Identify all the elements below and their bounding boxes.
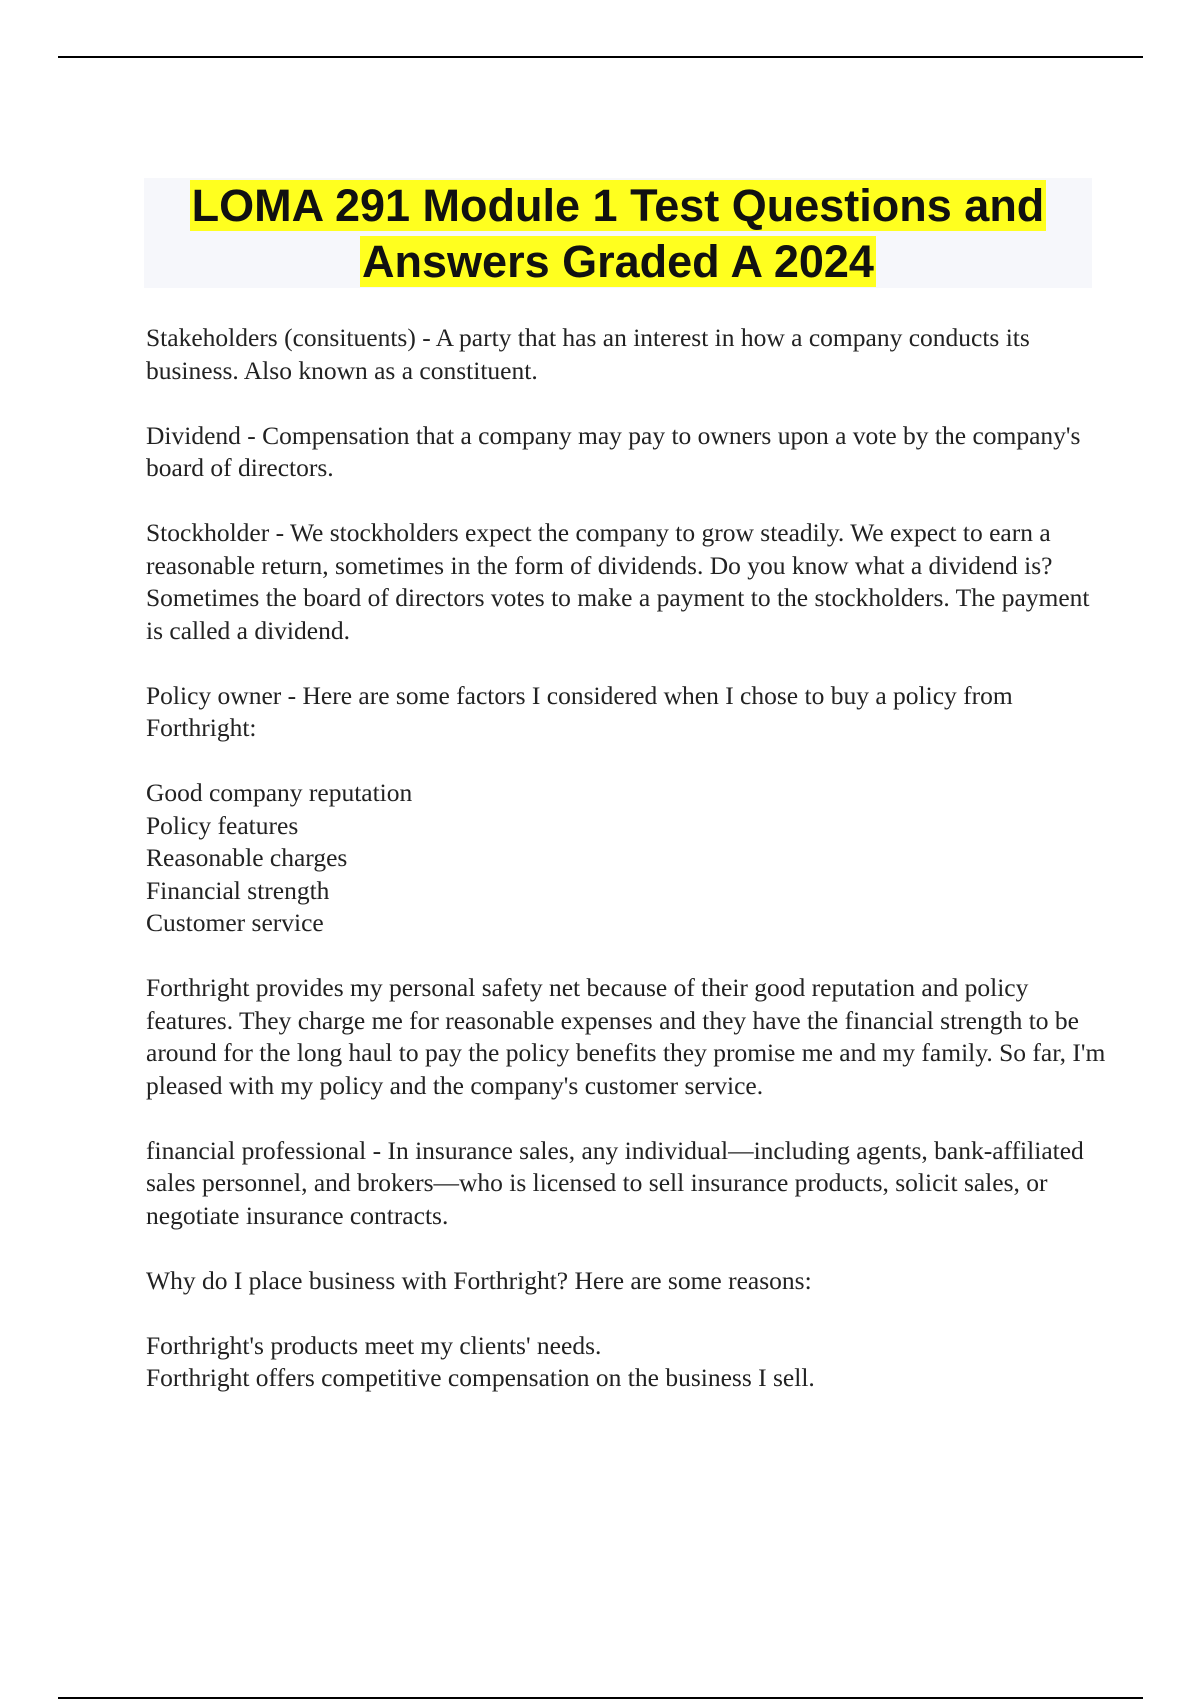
list-item: Forthright offers competitive compensation on the business I sell. xyxy=(146,1363,815,1392)
title-text-2: Answers Graded A 2024 xyxy=(362,236,874,287)
list-item: Good company reputation xyxy=(146,778,413,807)
list-item: Financial strength xyxy=(146,875,330,905)
paragraph-stockholder: Stockholder - We stockholders expect the company to grow steadily. We expect to earn a reasonable return, sometimes in the form of dividends. Do you know what a dividend is? Sometimes the board of directors votes to make a payment to the stockholders. The payment is called a dividend. xyxy=(146,518,1090,645)
document-body xyxy=(146,322,1106,1427)
title-block xyxy=(144,178,1092,288)
title-line-2 xyxy=(144,234,1092,290)
paragraph-policy-owner: Policy owner - Here are some factors I considered when I chose to buy a policy from Forthright: xyxy=(146,680,1013,742)
paragraph-stakeholders: Stakeholders (consituents) - A party that has an interest in how a company conducts its business. Also known as a constituent. xyxy=(146,323,1030,385)
list-item: Customer service xyxy=(146,908,324,937)
factors-list xyxy=(146,777,1106,940)
top-rule xyxy=(58,56,1143,58)
reasons-list xyxy=(146,1330,1106,1395)
title-line-1 xyxy=(144,178,1092,234)
title-text-1: LOMA 291 Module 1 Test Questions and xyxy=(191,180,1045,231)
list-item: Reasonable charges xyxy=(146,843,348,872)
paragraph-dividend: Dividend - Compensation that a company may pay to owners upon a vote by the company's board of directors. xyxy=(146,420,1081,482)
list-item: Policy features xyxy=(146,810,299,840)
paragraph-why-business: Why do I place business with Forthright? Here are some reasons: xyxy=(146,1265,812,1295)
paragraph-financial-professional: financial professional - In insurance sales, any individual—including agents, bank-affiliated sales personnel, and brokers—who is licensed to sell insurance products, solicit sales, or negotiate insurance contracts. xyxy=(146,1135,1084,1230)
bottom-rule xyxy=(58,1697,1143,1699)
list-item: Forthright's products meet my clients' needs. xyxy=(146,1330,602,1360)
paragraph-forthright: Forthright provides my personal safety net because of their good reputation and policy features. They charge me for reasonable expenses and they have the financial strength to be around for the long haul to pay the policy benefits they promise me and my family. So far, I'm pleased with my policy and the company's customer service. xyxy=(146,973,1106,1100)
